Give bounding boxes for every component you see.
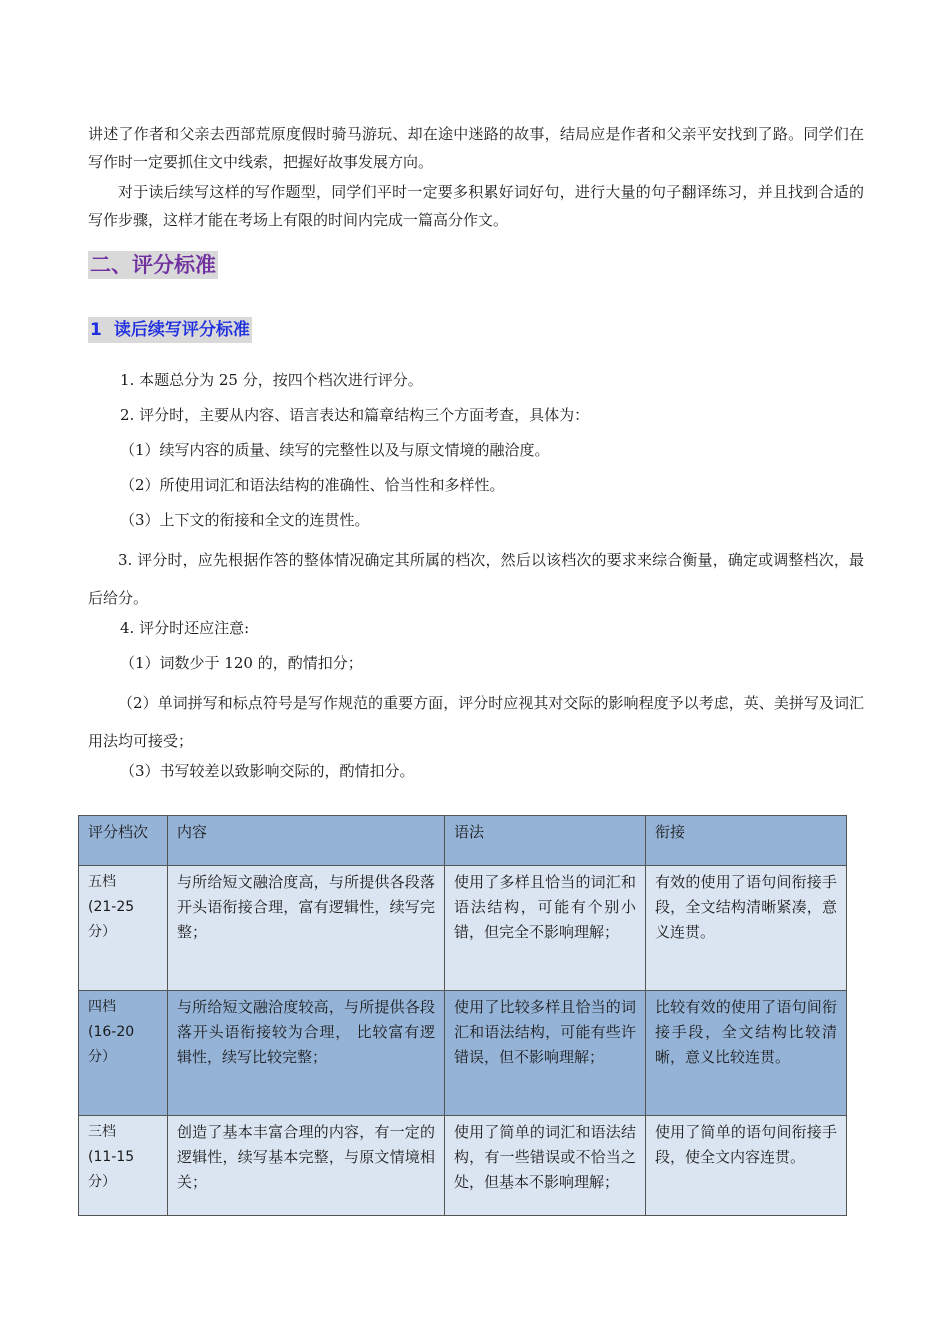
table-row <box>79 866 847 991</box>
rule-4: 4. 评分时还应注意: <box>120 619 250 637</box>
content-cell: 创造了基本丰富合理的内容，有一定的逻辑性，续写基本完整，与原文情境相关； <box>168 1116 445 1216</box>
intro-paragraph-2: 对于读后续写这样的写作题型，同学们平时一定要多积累好词好句，进行大量的句子翻译练习，并且找到合适的写作步骤，这样才能在考场上有限的时间内完成一篇高分作文。 <box>88 183 864 229</box>
header-level: 评分档次 <box>79 816 168 866</box>
rule-2-item-3: （3）上下文的衔接和全文的连贯性。 <box>120 511 370 529</box>
level-cell: 三档 (11-15 分） <box>79 1116 168 1216</box>
table-row <box>79 1116 847 1216</box>
rule-2-item-1: （1）续写内容的质量、续写的完整性以及与原文情境的融洽度。 <box>120 441 550 459</box>
table-header-row <box>79 816 847 866</box>
header-grammar: 语法 <box>445 816 646 866</box>
header-cohesion: 衔接 <box>646 816 847 866</box>
intro-paragraph-1: 讲述了作者和父亲去西部荒原度假时骑马游玩、却在途中迷路的故事，结局应是作者和父亲平安找到了路。同学们在写作时一定要抓住文中线索，把握好故事发展方向。 <box>88 125 864 171</box>
rule-3: 3. 评分时，应先根据作答的整体情况确定其所属的档次，然后以该档次的要求来综合衡量，确定或调整档次，最后给分。 <box>88 551 864 607</box>
subsection-number: 1 <box>90 320 102 340</box>
content-cell: 与所给短文融洽度高，与所提供各段落开头语衔接合理，富有逻辑性，续写完整； <box>168 866 445 991</box>
rule-4-item-1: （1）词数少于 120 的，酌情扣分； <box>120 654 363 672</box>
rule-2: 2. 评分时，主要从内容、语言表达和篇章结构三个方面考查，具体为： <box>120 406 590 424</box>
rule-4-item-2: （2）单词拼写和标点符号是写作规范的重要方面，评分时应视其对交际的影响程度予以考虑，英、美拼写及词汇用法均可接受； <box>88 694 864 750</box>
cohesion-cell: 比较有效的使用了语句间衔接手段，全文结构比较清晰，意义比较连贯。 <box>646 991 847 1116</box>
cohesion-cell: 有效的使用了语句间衔接手段，全文结构清晰紧凑，意义连贯。 <box>646 866 847 991</box>
content-cell: 与所给短文融洽度较高，与所提供各段落开头语衔接较为合理， 比较富有逻辑性，续写比较完整； <box>168 991 445 1116</box>
grammar-cell: 使用了简单的词汇和语法结构，有一些错误或不恰当之处，但基本不影响理解； <box>445 1116 646 1216</box>
grading-table <box>78 815 847 1216</box>
header-content: 内容 <box>168 816 445 866</box>
level-cell: 四档 (16-20 分） <box>79 991 168 1116</box>
subsection-heading <box>88 317 252 343</box>
section-heading: 二、评分标准 <box>90 253 216 277</box>
grammar-cell: 使用了比较多样且恰当的词汇和语法结构，可能有些许错误，但不影响理解； <box>445 991 646 1116</box>
rule-4-item-3: （3）书写较差以致影响交际的，酌情扣分。 <box>120 762 415 780</box>
table-row <box>79 991 847 1116</box>
cohesion-cell: 使用了简单的语句间衔接手段，使全文内容连贯。 <box>646 1116 847 1216</box>
rule-1: 1. 本题总分为 25 分，按四个档次进行评分。 <box>120 371 423 389</box>
grammar-cell: 使用了多样且恰当的词汇和语法结构，可能有个别小错，但完全不影响理解； <box>445 866 646 991</box>
subsection-title: 读后续写评分标准 <box>113 320 250 340</box>
level-cell: 五档 (21-25 分） <box>79 866 168 991</box>
rule-2-item-2: （2）所使用词汇和语法结构的准确性、恰当性和多样性。 <box>120 476 505 494</box>
